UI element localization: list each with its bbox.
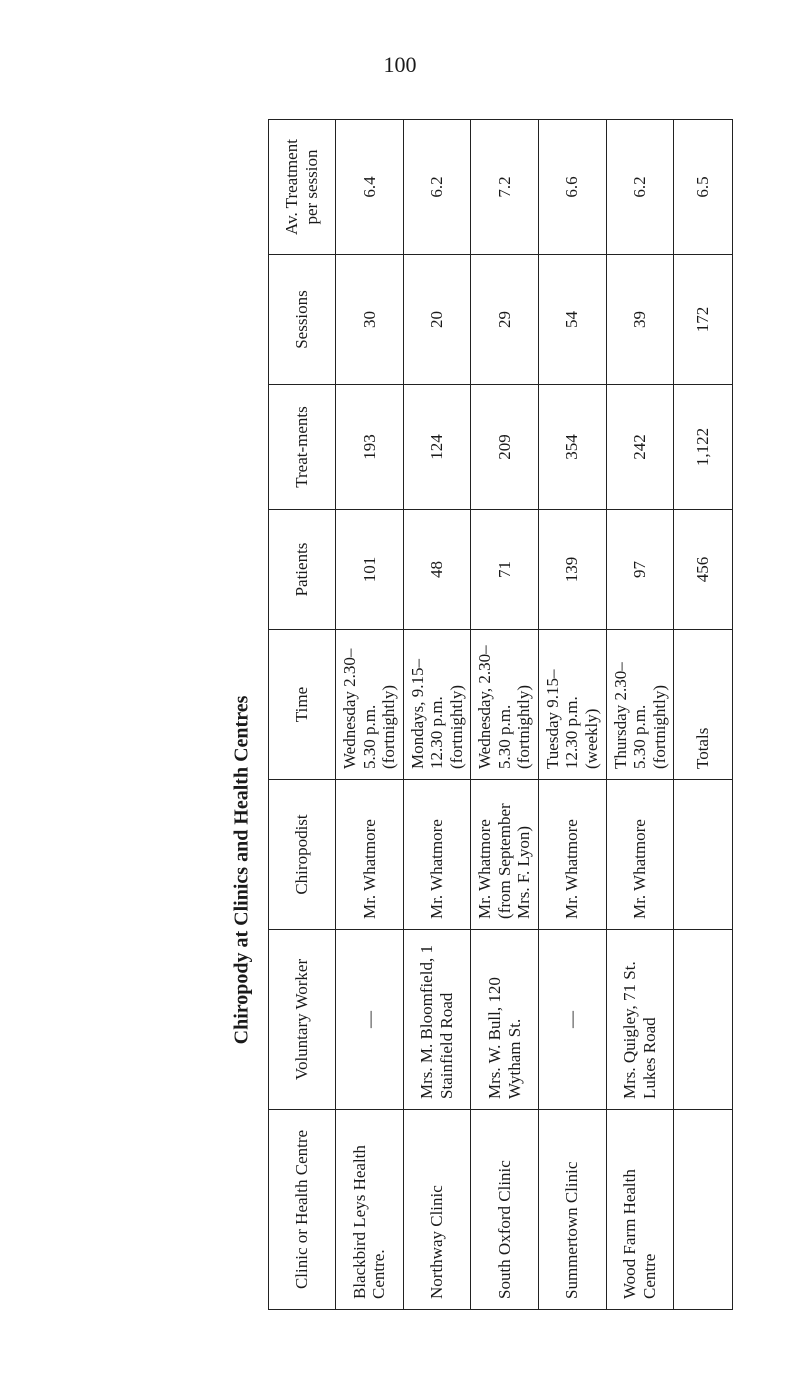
cell-sessions: 20	[403, 255, 471, 385]
cell-sessions: 29	[471, 255, 539, 385]
cell-voluntary-worker: —	[538, 930, 606, 1110]
header-sessions: Sessions	[269, 255, 336, 385]
cell-voluntary-worker: Mrs. W. Bull, 120 Wytham St.	[471, 930, 539, 1110]
cell-chiropodist: Mr. Whatmore	[403, 780, 471, 930]
cell-empty	[674, 930, 733, 1110]
header-treatments: Treat-ments	[269, 385, 336, 510]
cell-sessions: 30	[336, 255, 404, 385]
header-clinic: Clinic or Health Centre	[269, 1110, 336, 1310]
cell-clinic: Wood Farm Health Centre	[606, 1110, 674, 1310]
cell-chiropodist: Mr. Whatmore (from September Mrs. F. Lyon)	[471, 780, 539, 930]
cell-voluntary-worker: —	[336, 930, 404, 1110]
cell-avg-treatment: 6.2	[606, 120, 674, 255]
cell-treatments: 354	[538, 385, 606, 510]
header-avg-treatment: Av. Treatment per session	[269, 120, 336, 255]
total-avg-treatment: 6.5	[674, 120, 733, 255]
cell-time: Wednesday, 2.30–5.30 p.m. (fortnightly)	[471, 630, 539, 780]
header-voluntary-worker: Voluntary Worker	[269, 930, 336, 1110]
cell-empty	[674, 780, 733, 930]
cell-patients: 71	[471, 510, 539, 630]
header-patients: Patients	[269, 510, 336, 630]
header-row	[269, 120, 336, 1310]
cell-chiropodist: Mr. Whatmore	[606, 780, 674, 930]
total-patients: 456	[674, 510, 733, 630]
cell-time: Mondays, 9.15–12.30 p.m. (fortnightly)	[403, 630, 471, 780]
cell-chiropodist: Mr. Whatmore	[538, 780, 606, 930]
cell-avg-treatment: 7.2	[471, 120, 539, 255]
table-row	[336, 120, 404, 1310]
cell-treatments: 242	[606, 385, 674, 510]
totals-label: Totals	[674, 630, 733, 780]
cell-voluntary-worker: Mrs. M. Bloomfield, 1 Stainfield Road	[403, 930, 471, 1110]
cell-patients: 97	[606, 510, 674, 630]
cell-sessions: 39	[606, 255, 674, 385]
cell-patients: 139	[538, 510, 606, 630]
table-row	[471, 120, 539, 1310]
total-sessions: 172	[674, 255, 733, 385]
cell-clinic: Blackbird Leys Health Centre.	[336, 1110, 404, 1310]
header-time: Time	[269, 630, 336, 780]
cell-empty	[674, 1110, 733, 1310]
cell-treatments: 209	[471, 385, 539, 510]
cell-patients: 48	[403, 510, 471, 630]
chiropody-table	[268, 119, 733, 1310]
cell-treatments: 193	[336, 385, 404, 510]
cell-sessions: 54	[538, 255, 606, 385]
cell-clinic: South Oxford Clinic	[471, 1110, 539, 1310]
cell-treatments: 124	[403, 385, 471, 510]
page-number: 100	[383, 52, 417, 77]
header-chiropodist: Chiropodist	[269, 780, 336, 930]
totals-row	[674, 120, 733, 1310]
cell-time: Tuesday 9.15–12.30 p.m. (weekly)	[538, 630, 606, 780]
table-row	[403, 120, 471, 1310]
cell-patients: 101	[336, 510, 404, 630]
cell-avg-treatment: 6.2	[403, 120, 471, 255]
cell-avg-treatment: 6.4	[336, 120, 404, 255]
cell-voluntary-worker: Mrs. Quigley, 71 St. Lukes Road	[606, 930, 674, 1110]
table-row	[606, 120, 674, 1310]
rotated-table-container	[268, 120, 733, 1310]
cell-time: Thursday 2.30–5.30 p.m. (fortnightly)	[606, 630, 674, 780]
cell-clinic: Northway Clinic	[403, 1110, 471, 1310]
table-row	[538, 120, 606, 1310]
cell-time: Wednesday 2.30–5.30 p.m. (fortnightly)	[336, 630, 404, 780]
cell-clinic: Summertown Clinic	[538, 1110, 606, 1310]
page-title: Chiropody at Clinics and Health Centres	[230, 695, 253, 1045]
total-treatments: 1,122	[674, 385, 733, 510]
cell-avg-treatment: 6.6	[538, 120, 606, 255]
cell-chiropodist: Mr. Whatmore	[336, 780, 404, 930]
